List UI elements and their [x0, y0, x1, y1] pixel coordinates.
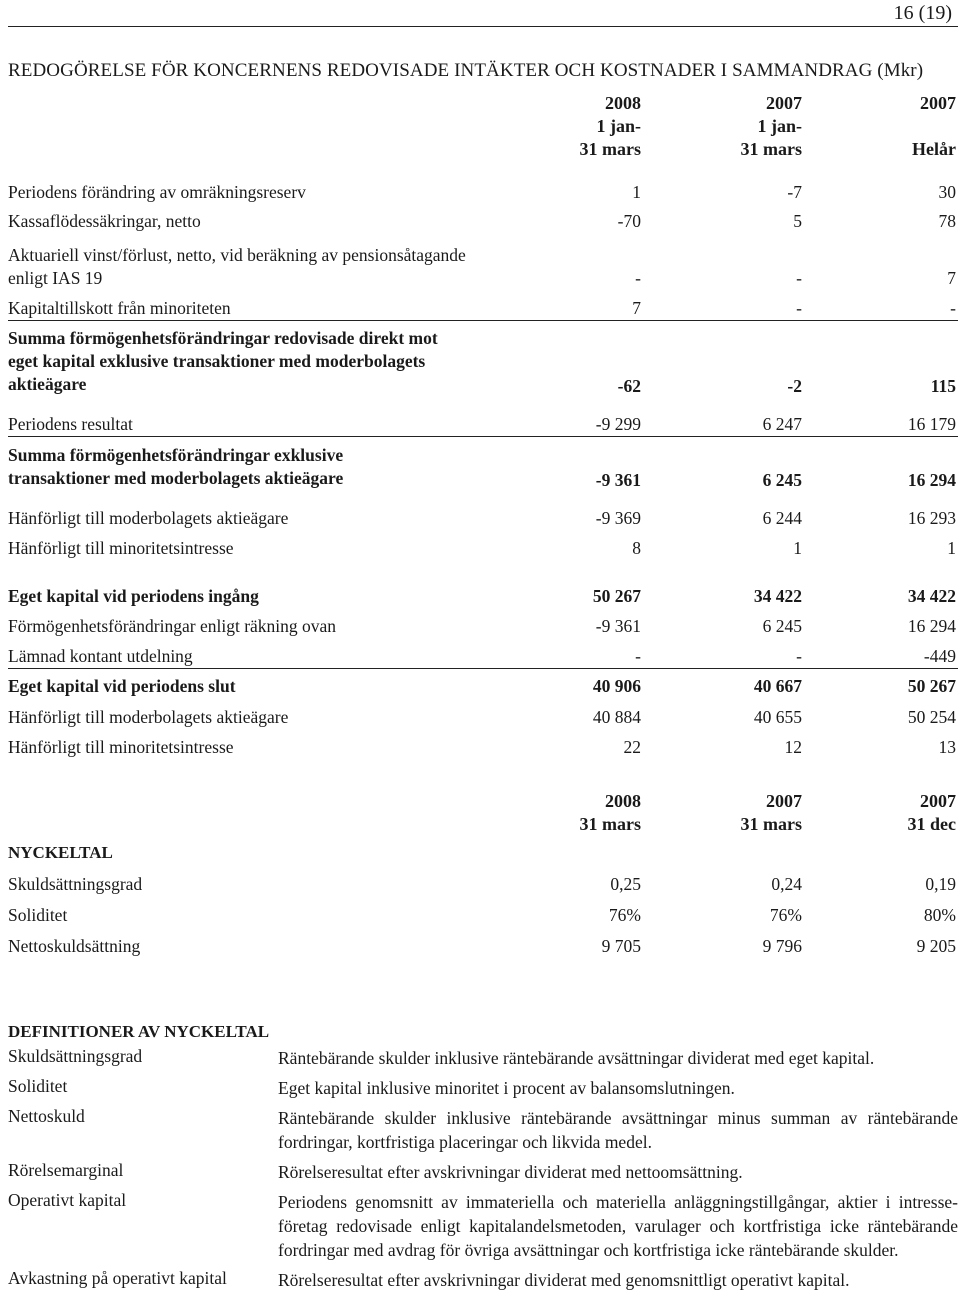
- cell: 30: [938, 182, 956, 202]
- cell: 50 254: [907, 707, 956, 727]
- income-table: [8, 92, 958, 560]
- cell: -: [796, 268, 802, 288]
- cell: 76%: [608, 905, 641, 925]
- definition-desc: Räntebärande skulder inklusive räntebärande avsättningar minus summan av räntebärande fordringar, kortfristiga placeringar och likvida medel.: [278, 1108, 958, 1152]
- row-label: Förmögenhetsförändringar enligt räkning ovan: [8, 616, 337, 636]
- cell: -: [796, 645, 802, 666]
- row-label: Eget kapital vid periodens ingång: [8, 586, 259, 606]
- table-row: [8, 896, 958, 927]
- table-row: [8, 864, 958, 896]
- cell: -449: [923, 645, 956, 666]
- cell: 13: [938, 737, 956, 757]
- definition-term: Soliditet: [8, 1076, 68, 1096]
- row-label: Lämnad kontant utdelning: [8, 645, 193, 666]
- cell: -70: [617, 211, 641, 231]
- key-figures-table: [8, 790, 958, 958]
- row-label: Eget kapital vid periodens slut: [8, 668, 513, 698]
- row-label: eget kapital exklusive transaktioner med moderbolagets: [8, 351, 426, 371]
- cell: -9 361: [513, 436, 648, 492]
- header-cell: 31 mars: [740, 139, 802, 159]
- definition-term: Operativt kapital: [8, 1190, 127, 1210]
- header-cell: 1 jan-: [757, 116, 802, 136]
- section-title-row: [8, 836, 958, 864]
- header-cell: 31 dec: [907, 814, 956, 834]
- table-row: [8, 320, 958, 398]
- cell: -: [635, 268, 641, 288]
- row-label: Nettoskuldsättning: [8, 936, 141, 956]
- cell: 40 884: [592, 707, 641, 727]
- table-row: [8, 668, 958, 698]
- cell: 78: [938, 211, 956, 231]
- cell: 16 179: [907, 413, 956, 434]
- cell: 7: [947, 268, 956, 288]
- row-label: Aktuariell vinst/förlust, netto, vid beräkning av pensionsåtagande: [8, 245, 466, 265]
- row-label: Kassaflödessäkringar, netto: [8, 211, 201, 231]
- row-label: Periodens förändring av omräkningsreserv: [8, 182, 306, 202]
- header-cell: 31 mars: [579, 814, 641, 834]
- cell: 6 247: [762, 413, 802, 434]
- cell: 0,24: [771, 874, 802, 894]
- table-row: [8, 290, 958, 320]
- cell: 22: [623, 737, 641, 757]
- cell: 40 655: [753, 707, 802, 727]
- table-header-row: [8, 790, 958, 836]
- cell: 34 422: [907, 586, 956, 606]
- cell: 115: [802, 320, 958, 398]
- cell: -9 361: [595, 616, 641, 636]
- cell: -: [796, 297, 802, 318]
- header-cell: 2007: [920, 791, 956, 811]
- table-row: [8, 436, 958, 492]
- table-row: [8, 729, 958, 759]
- row-label: Hänförligt till minoritetsintresse: [8, 538, 234, 558]
- row-label: Skuldsättningsgrad: [8, 874, 143, 894]
- table-header-row: [8, 92, 958, 161]
- header-cell: 2007: [766, 93, 802, 113]
- cell: -2: [648, 320, 802, 398]
- definition-desc: Rörelseresultat efter avskrivningar dividerat med genomsnittligt operativt kapital.: [278, 1270, 850, 1290]
- cell: 16 294: [907, 616, 956, 636]
- cell: 40 906: [513, 668, 648, 698]
- cell: 34 422: [753, 586, 802, 606]
- table-row: [8, 530, 958, 560]
- cell: 50 267: [802, 668, 958, 698]
- header-cell: 2007: [920, 93, 956, 113]
- header-cell: 31 mars: [579, 139, 641, 159]
- cell: -7: [787, 182, 802, 202]
- cell: -9 369: [595, 508, 641, 528]
- top-rule: [8, 26, 958, 27]
- cell: 0,19: [925, 874, 956, 894]
- definition-desc: Räntebärande skulder inklusive räntebärande avsättningar dividerat med eget kapital.: [278, 1048, 875, 1068]
- cell: 6 245: [648, 436, 802, 492]
- definitions-title: DEFINITIONER AV NYCKELTAL: [8, 1022, 270, 1041]
- table-row: [8, 638, 958, 668]
- table-row: [8, 233, 958, 290]
- table-row: [8, 492, 958, 530]
- row-label: Kapitaltillskott från minoriteten: [8, 297, 231, 318]
- cell: 76%: [769, 905, 802, 925]
- table-row: [8, 204, 958, 233]
- cell: -: [635, 645, 641, 666]
- row-label: Hänförligt till moderbolagets aktieägare: [8, 508, 289, 528]
- equity-table: [8, 578, 958, 759]
- cell: 6 245: [762, 616, 802, 636]
- table-row: [8, 608, 958, 638]
- row-label: enligt IAS 19: [8, 268, 103, 288]
- header-cell: 2007: [766, 791, 802, 811]
- row-label: Hänförligt till minoritetsintresse: [8, 737, 234, 757]
- cell: 0,25: [610, 874, 641, 894]
- table-row: [8, 698, 958, 729]
- cell: 9 205: [916, 936, 956, 956]
- definition-term: Rörelsemarginal: [8, 1160, 124, 1180]
- cell: 16 293: [907, 508, 956, 528]
- cell: 40 667: [648, 668, 802, 698]
- table-row: [8, 398, 958, 436]
- cell: -62: [513, 320, 648, 398]
- row-label: Summa förmögenhetsförändringar exklusive: [8, 445, 344, 465]
- section-title: NYCKELTAL: [8, 843, 113, 862]
- cell: 16 294: [802, 436, 958, 492]
- definition-desc: Periodens genomsnitt av immateriella och materiella anläggningstillgångar, aktier i intresse-företag redovisade enligt kapitalandelsmetoden, varulager och kortfristiga icke räntebärande fordringar med avdrag för övriga avsättningar och kortfristiga icke räntebärande skulder.: [278, 1192, 958, 1260]
- cell: 8: [632, 538, 641, 558]
- header-cell: 1 jan-: [596, 116, 641, 136]
- cell: 6 244: [762, 508, 802, 528]
- cell: 1: [947, 538, 956, 558]
- table-row: [8, 578, 958, 608]
- definition-desc: Eget kapital inklusive minoritet i procent av balansomslutningen.: [278, 1078, 735, 1098]
- header-cell: 2008: [605, 791, 641, 811]
- table-row: [8, 927, 958, 958]
- header-cell: 31 mars: [740, 814, 802, 834]
- row-label: aktieägare: [8, 374, 87, 394]
- cell: 1: [793, 538, 802, 558]
- cell: -: [950, 297, 956, 318]
- cell: 1: [632, 182, 641, 202]
- cell: 7: [632, 297, 641, 318]
- cell: 9 796: [762, 936, 802, 956]
- cell: 50 267: [592, 586, 641, 606]
- row-label: Soliditet: [8, 905, 68, 925]
- header-cell: Helår: [912, 139, 956, 159]
- row-label: Periodens resultat: [8, 413, 133, 434]
- row-label: Summa förmögenhetsförändringar redovisade direkt mot: [8, 328, 438, 348]
- row-label: transaktioner med moderbolagets aktieägare: [8, 468, 344, 488]
- definition-term: Skuldsättningsgrad: [8, 1046, 143, 1066]
- cell: 9 705: [601, 936, 641, 956]
- page-number: 16 (19): [893, 2, 952, 24]
- definition-term: Nettoskuld: [8, 1106, 85, 1126]
- definition-desc: Rörelseresultat efter avskrivningar dividerat med nettoomsättning.: [278, 1162, 743, 1182]
- row-label: Hänförligt till moderbolagets aktieägare: [8, 707, 289, 727]
- cell: 12: [784, 737, 802, 757]
- cell: 5: [793, 211, 802, 231]
- cell: 80%: [923, 905, 956, 925]
- page-title: REDOGÖRELSE FÖR KONCERNENS REDOVISADE INTÄKTER OCH KOSTNADER I SAMMANDRAG (Mkr): [8, 60, 924, 81]
- header-cell: 2008: [605, 93, 641, 113]
- cell: -9 299: [595, 413, 641, 434]
- table-row: [8, 175, 958, 204]
- definition-term: Avkastning på operativt kapital: [8, 1268, 227, 1288]
